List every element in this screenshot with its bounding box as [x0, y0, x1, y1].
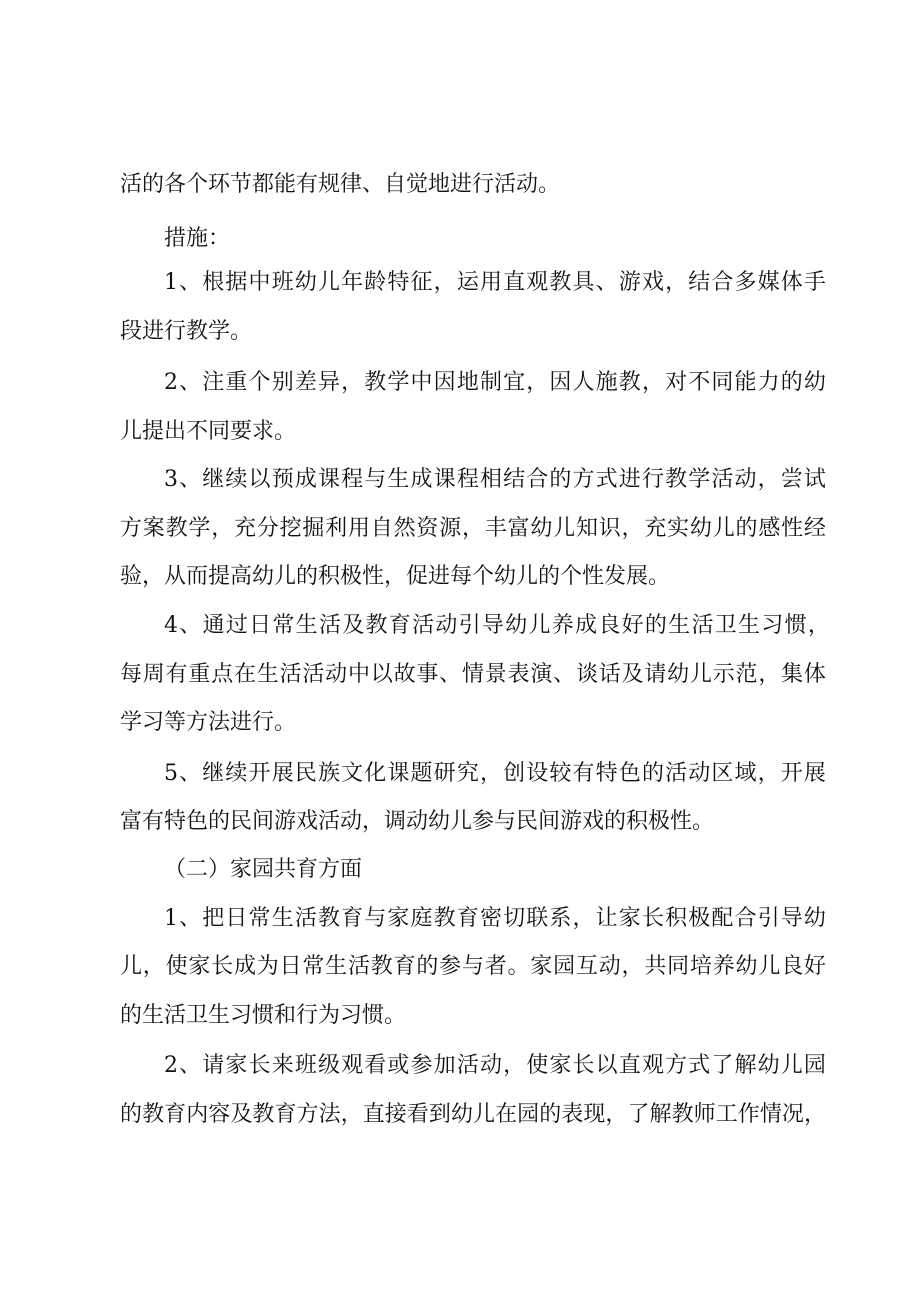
- text-line: 儿 ， 使 家 长 成 为 日 常 生 活 教 育 的 参 与 者 。 家 园 互 动 ， 共 同 培 养 幼 儿 良 好: [120, 954, 826, 979]
- text-line: 验，从而提高幼儿的积极性，促进每个幼儿的个性发展。: [120, 564, 671, 589]
- text-line: 学习等方法进行。: [120, 710, 297, 735]
- text-line: 儿提出不同要求。: [120, 419, 297, 444]
- text-line: 2 、 请 家 长 来 班 级 观 看 或 参 加 活 动 ， 使 家 长 以 直 观 方 式 了 解 幼 儿 园: [164, 1053, 826, 1078]
- text-line: 的生活卫生习惯和行为习惯。: [120, 1003, 407, 1028]
- text-line: 2 、 注 重 个 别 差 异 ， 教 学 中 因 地 制 宜 ， 因 人 施 教 ， 对 不 同 能 力 的 幼: [164, 370, 826, 395]
- section-heading: （二）家园共育方面: [164, 857, 363, 882]
- text-line: 4 、 通 过 日 常 生 活 及 教 育 活 动 引 导 幼 儿 养 成 良 好 的 生 活 卫 生 习 惯 ，: [164, 613, 830, 638]
- text-line: 1 、 根 据 中 班 幼 儿 年 龄 特 征 ， 运 用 直 观 教 具 、 游 戏 ， 结 合 多 媒 体 手: [164, 270, 826, 295]
- text-line: 5 、 继 续 开 展 民 族 文 化 课 题 研 究 ， 创 设 较 有 特 色 的 活 动 区 域 ， 开 展: [164, 761, 826, 786]
- text-line: 1 、 把 日 常 生 活 教 育 与 家 庭 教 育 密 切 联 系 ， 让 家 长 积 极 配 合 引 导 幼: [164, 906, 826, 931]
- text-line: 每 周 有 重 点 在 生 活 活 动 中 以 故 事 、 情 景 表 演 、 谈 话 及 请 幼 儿 示 范 ， 集 体: [120, 662, 826, 687]
- text-line: 活的各个环节都能有规律、自觉地进行活动。: [120, 172, 561, 197]
- text-line: 措施：: [164, 226, 231, 251]
- text-line: 段进行教学。: [120, 319, 253, 344]
- text-line: 的 教 育 内 容 及 教 育 方 法 ， 直 接 看 到 幼 儿 在 园 的 表 现 ， 了 解 教 师 工 作 情 况 ，: [120, 1102, 826, 1127]
- text-line: 3 、 继 续 以 预 成 课 程 与 生 成 课 程 相 结 合 的 方 式 进 行 教 学 活 动 ， 尝 试: [164, 467, 826, 492]
- text-line: 方 案 教 学 ， 充 分 挖 掘 利 用 自 然 资 源 ， 丰 富 幼 儿 知 识 ， 充 实 幼 儿 的 感 性 经: [120, 516, 826, 541]
- text-line: 富有特色的民间游戏活动，调动幼儿参与民间游戏的积极性。: [120, 809, 715, 834]
